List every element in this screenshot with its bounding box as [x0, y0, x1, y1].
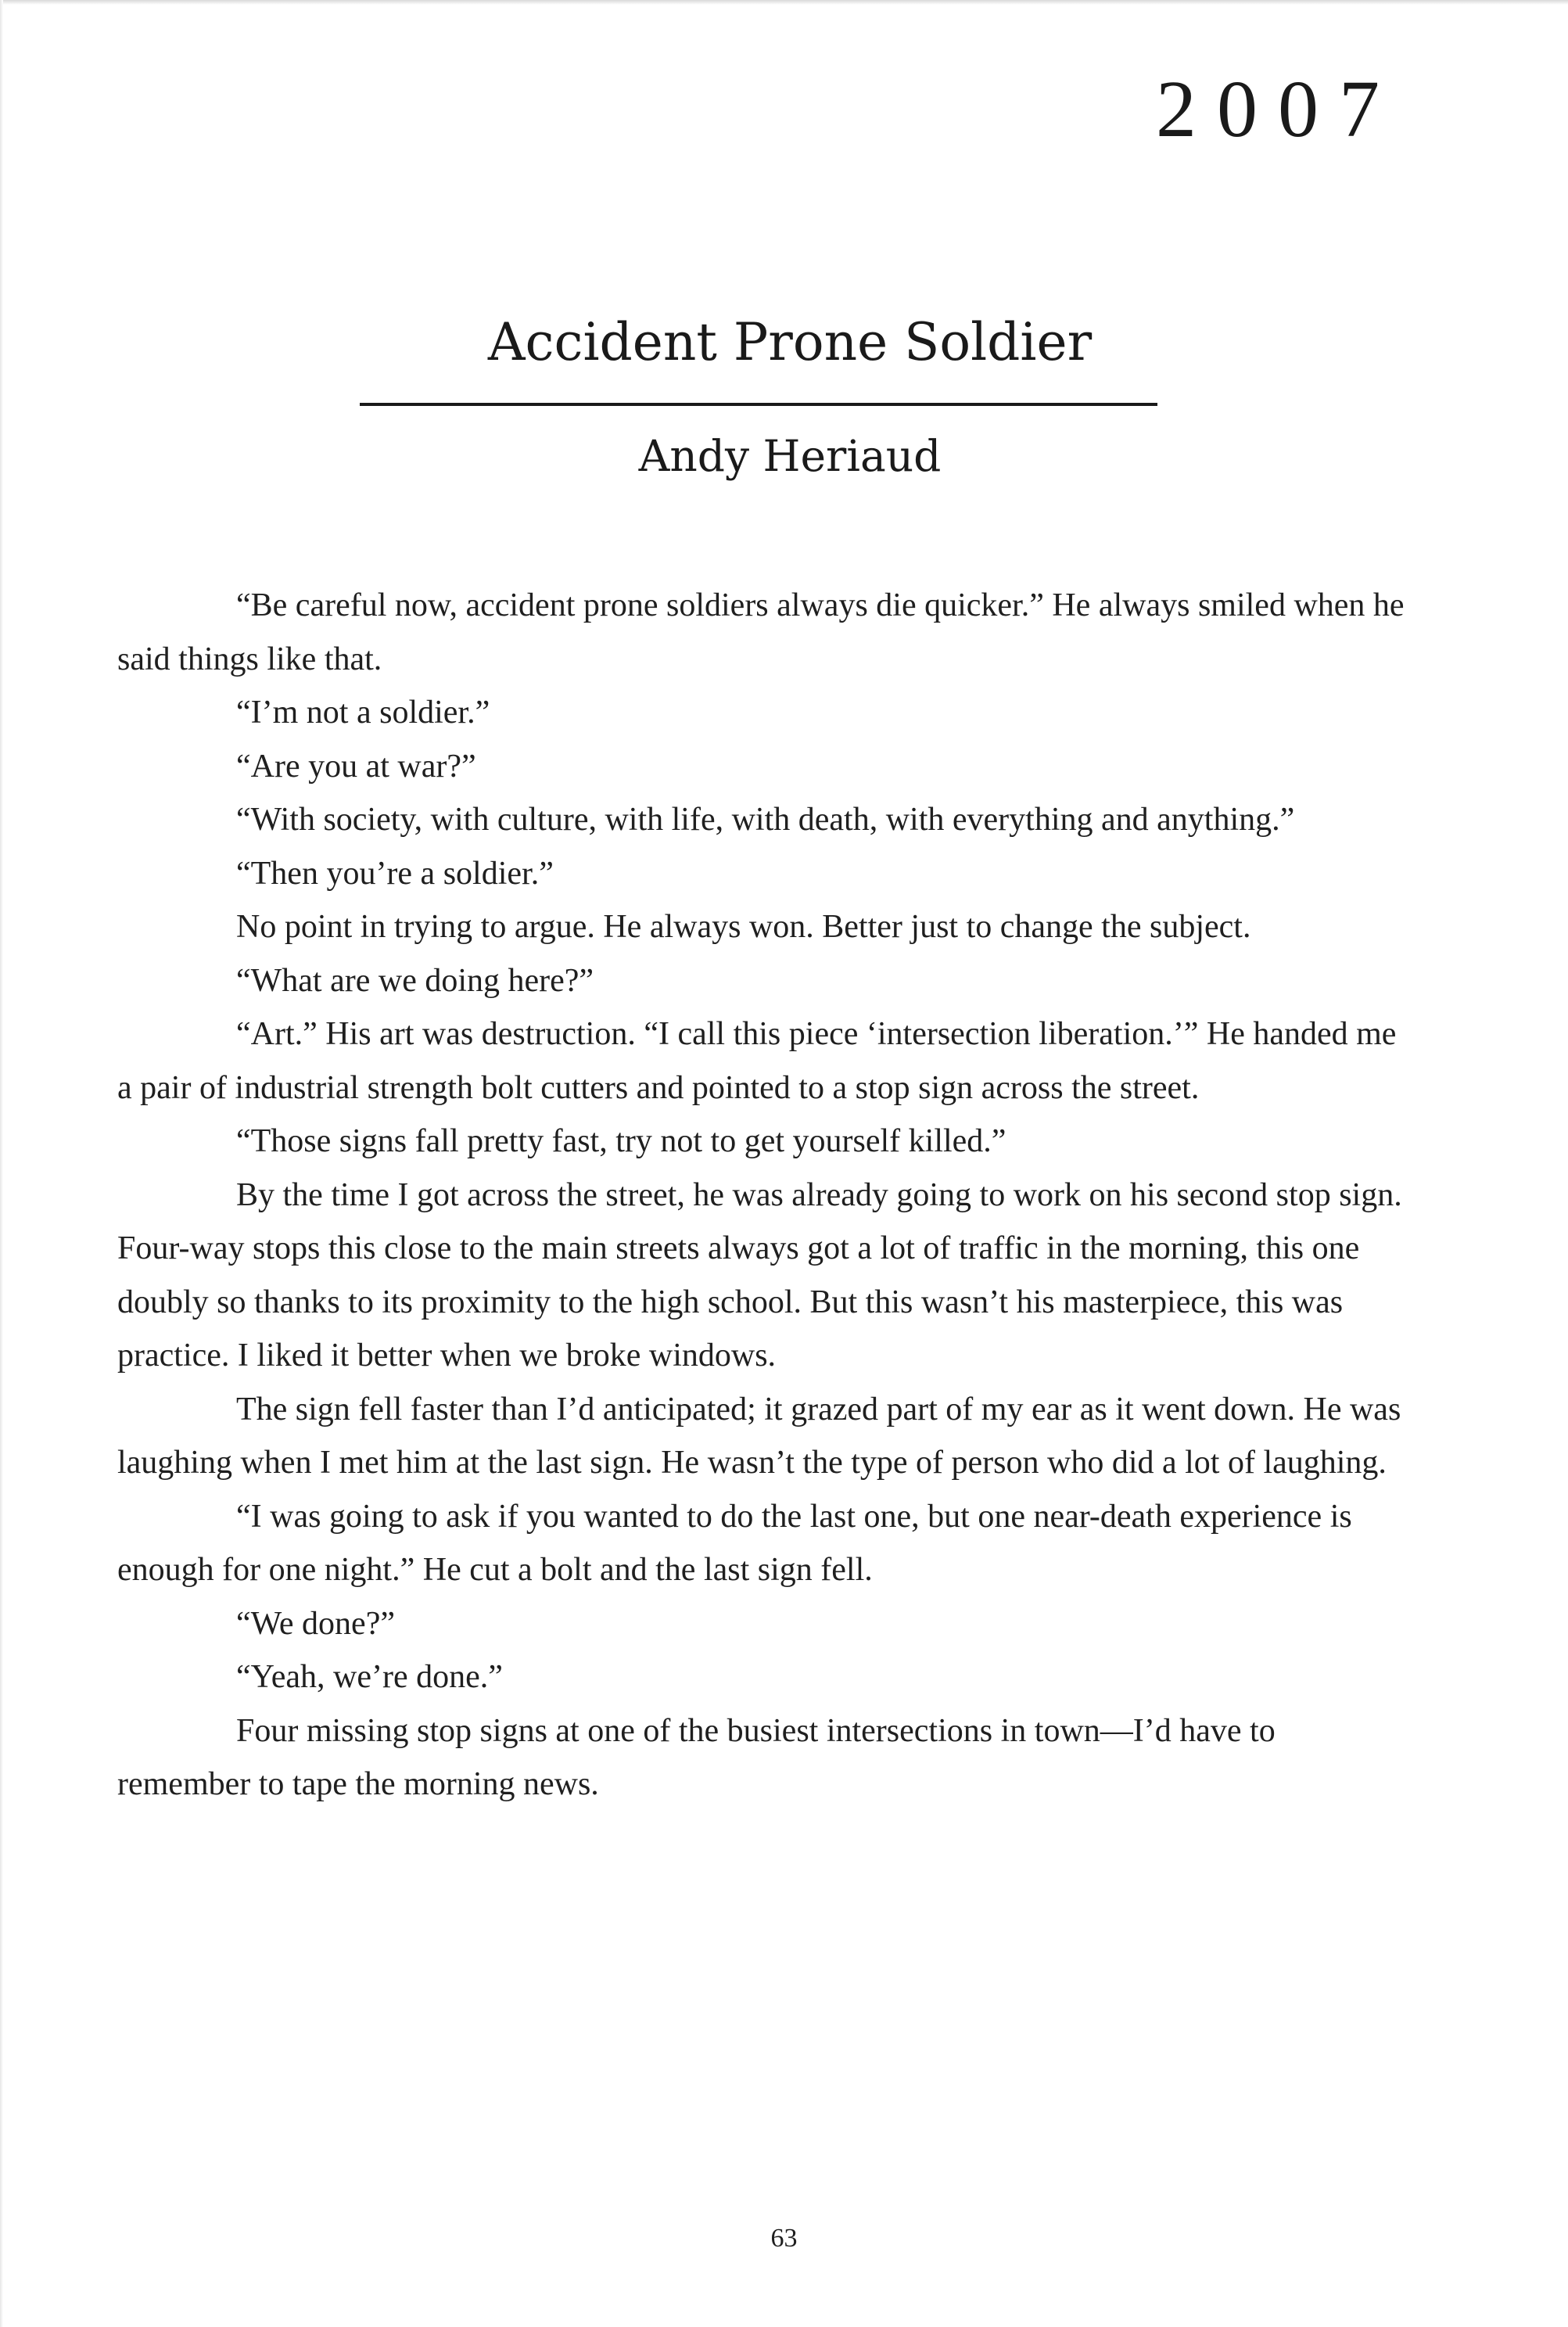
story-title: Accident Prone Soldier — [487, 312, 1093, 372]
story-paragraph: “Yeah, we’re done.” — [236, 1659, 503, 1695]
story-paragraph: “I’m not a soldier.” — [236, 695, 490, 731]
story-paragraph: “Then you’re a soldier.” — [236, 855, 554, 892]
story-paragraph: No point in trying to argue. He always won. Better just to change the subject. — [236, 909, 1251, 945]
story-paragraph: “With society, with culture, with life, with death, with everything and anything.” — [236, 802, 1295, 838]
story-body — [117, 579, 1416, 1812]
scan-edge-left — [0, 0, 3, 2327]
story-author: Andy Heriaud — [638, 431, 942, 481]
story-paragraph: “We done?” — [236, 1605, 395, 1642]
scan-edge-top — [0, 0, 1568, 5]
story-paragraph: “Be careful now, accident prone soldiers always die quicker.” He always smiled when he said things like that. — [117, 587, 1405, 677]
year-heading: 2007 — [1156, 64, 1400, 154]
story-paragraph: By the time I got across the street, he was already going to work on his second stop sign. Four-way stops this close to the main streets always got a lot of traffic in the morning, this one doubly so thanks to its proximity to the high school. But this wasn’t his masterpiece, this was practice. I liked it better when we broke windows. — [117, 1176, 1402, 1374]
story-paragraph: The sign fell faster than I’d anticipated; it grazed part of my ear as it went down. He was laughing when I met him at the last sign. He wasn’t the type of person who did a lot of laughing. — [117, 1391, 1401, 1481]
story-paragraph: “Art.” His art was destruction. “I call this piece ‘intersection liberation.’” He handed me a pair of industrial strength bolt cutters and pointed to a stop sign across the street. — [117, 1016, 1397, 1106]
story-paragraph: “Those signs fall pretty fast, try not to get yourself killed.” — [236, 1123, 1006, 1159]
story-paragraph: “Are you at war?” — [236, 748, 476, 785]
page-number: 63 — [770, 2224, 798, 2253]
story-paragraph: “What are we doing here?” — [236, 962, 594, 999]
story-paragraph: Four missing stop signs at one of the busiest intersections in town—I’d have to remember to tape the morning news. — [117, 1712, 1276, 1802]
title-divider — [360, 403, 1157, 406]
story-paragraph: “I was going to ask if you wanted to do the last one, but one near-death experience is enough for one night.” He cut a bolt and the last sign fell. — [117, 1498, 1352, 1588]
